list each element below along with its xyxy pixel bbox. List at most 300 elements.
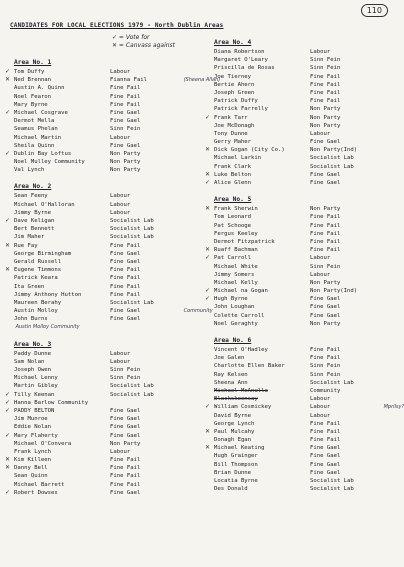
candidate-party: Fine Fail (310, 247, 341, 254)
candidate-name: Tony Dunne (214, 130, 248, 137)
canvass-against-mark: ✕ (5, 76, 11, 84)
vote-for-mark: ✓ (205, 254, 211, 262)
candidate-party: Fine Gael (110, 118, 141, 125)
candidate-name: Paul Mulcahy (214, 428, 255, 435)
candidate-name: Hugh Grainger (214, 453, 258, 460)
candidate-name: Jimmy Somers (214, 271, 255, 278)
candidate-row (206, 346, 391, 354)
candidate-row (6, 125, 191, 133)
candidate-row (205, 403, 404, 411)
candidate-row (206, 371, 391, 379)
candidate-name: Luke Belton (214, 171, 252, 178)
candidate-party: Labour (110, 358, 131, 365)
candidate-party: Sinn Fein (110, 367, 141, 373)
candidate-row (206, 395, 391, 403)
candidate-name: Joe McDonagh (214, 122, 255, 129)
candidate-party: Labour (310, 412, 331, 419)
candidate-row (6, 68, 191, 76)
candidate-row (6, 158, 191, 166)
candidate-name: Michael Kelly (214, 279, 258, 286)
vote-for-mark: ✓ (5, 108, 11, 116)
candidate-name: Ruaff Bachman (214, 247, 258, 254)
right-column (205, 38, 404, 493)
candidate-row (6, 391, 191, 399)
candidate-party: Non Party (110, 159, 141, 166)
candidate-name: Jimmy Anthony Hutton (14, 291, 82, 298)
candidate-name: Diana Robertson (214, 49, 265, 55)
candidate-row (6, 93, 191, 101)
candidate-party: Fine Gael (310, 312, 341, 319)
candidate-party: Non Party (310, 320, 341, 327)
candidate-row (206, 469, 391, 477)
candidate-name: Blackskeensay (214, 396, 258, 403)
candidate-name: Michael O'Convera (14, 440, 72, 447)
candidate-row (206, 246, 391, 254)
vote-for-mark: ✓ (5, 398, 11, 406)
candidate-name: Kim Killeen (14, 457, 52, 464)
candidate-row (6, 291, 191, 299)
page-number: 110 (361, 4, 388, 17)
candidate-row (6, 109, 191, 117)
candidate-party: Non Party (110, 440, 141, 447)
handwritten-note: (Sheena Allan) (182, 77, 221, 84)
candidate-row (206, 420, 391, 428)
candidate-name: Michael O'Halloran (14, 201, 75, 208)
candidate-party: Fine Gael (310, 469, 341, 476)
candidate-party: Fine Fail (310, 73, 341, 80)
candidate-row (6, 201, 191, 209)
vote-for-mark: ✓ (5, 488, 11, 496)
candidate-party: Socialist Lab (310, 163, 354, 170)
candidate-name: Bill Thompson (214, 461, 258, 468)
candidate-name: Frank Lynch (14, 448, 52, 455)
candidate-row (6, 307, 213, 315)
candidate-party: Labour (110, 209, 131, 216)
candidate-row (206, 485, 391, 493)
candidate-row (6, 415, 191, 423)
candidate-row (206, 362, 391, 370)
candidate-party: Fine Fail (310, 428, 341, 435)
candidate-row (206, 312, 391, 320)
area-section (205, 336, 404, 493)
candidate-name: Paddy Dunne (14, 350, 52, 357)
candidate-name: Fergus Keeley (214, 230, 258, 237)
section-gap (6, 174, 191, 182)
candidate-party: Fine Gael (110, 489, 141, 496)
candidate-party: Socialist Lab (110, 218, 154, 224)
candidate-party: Labour (310, 130, 331, 137)
candidate-party: Sinn Fein (310, 371, 341, 378)
candidate-row (6, 150, 191, 158)
candidate-name: Priscilla de Rosas (214, 65, 275, 72)
candidate-name: Gerald Russell (14, 258, 62, 265)
candidate-party: Fine Fail (310, 437, 341, 444)
candidate-name: Sheena Ann (214, 379, 248, 386)
candidate-name: Hugh Byrne (214, 296, 248, 303)
canvass-against-mark: ✕ (205, 205, 211, 213)
candidate-name: Rue Fay (14, 242, 38, 249)
candidate-party: Fine Gael (310, 445, 341, 452)
candidate-row (206, 138, 391, 146)
candidate-name: Michael na Gogan (214, 288, 268, 295)
area-title: Area No. 3 (14, 340, 52, 348)
canvass-against-mark: ✕ (205, 246, 211, 254)
candidate-party: Community (310, 387, 341, 394)
candidate-party: Fine Fail (110, 267, 141, 274)
candidate-party: Non Party (310, 122, 341, 129)
candidate-name: Patrick Duffy (214, 98, 258, 105)
candidate-row (206, 122, 391, 130)
candidate-name: PADDY BELTON (14, 407, 55, 414)
area-title: Area No. 2 (14, 183, 52, 191)
candidate-name: Tilly Keenan (14, 391, 55, 398)
candidate-row (6, 283, 191, 291)
candidate-row (6, 358, 191, 366)
vote-for-mark: ✓ (5, 217, 11, 224)
candidate-name: Tom Leonard (214, 214, 252, 221)
candidate-party: Labour (310, 271, 331, 278)
candidate-row (6, 464, 191, 472)
candidate-party: Labour (310, 255, 331, 262)
candidate-name: John Burns (14, 316, 48, 323)
candidate-name: George Lynch (214, 420, 255, 427)
candidate-row (206, 179, 391, 187)
candidate-row (206, 114, 391, 122)
candidate-row (206, 295, 391, 303)
candidate-name: Joseph Owen (14, 367, 52, 373)
candidate-name: Dermot Mella (14, 118, 55, 125)
candidate-row (206, 163, 391, 171)
candidate-party: Fine Fail (310, 355, 341, 362)
candidate-name: John Loughan (214, 304, 255, 311)
section-gap (6, 332, 191, 340)
candidate-row (6, 456, 191, 464)
candidate-party: Labour (110, 193, 131, 200)
candidate-row (206, 89, 391, 97)
candidate-party: Non Party (310, 279, 341, 286)
candidate-party: Fine Fail (110, 465, 141, 472)
candidate-party: Non Party(Ind) (310, 147, 358, 154)
candidate-party: Fine Fail (310, 222, 341, 229)
candidate-name: Noel Mulley Community (14, 159, 85, 166)
candidate-name: David Byrne (214, 412, 252, 419)
candidate-row (206, 238, 391, 246)
candidate-row (206, 146, 391, 154)
candidate-name: Michael Keating (214, 445, 265, 452)
candidate-row (206, 379, 391, 387)
candidate-name: Sheila Quinn (14, 142, 55, 149)
candidate-row (6, 350, 191, 358)
candidate-row (206, 477, 391, 485)
candidate-name: Frank Tarr (214, 114, 248, 121)
candidate-row (206, 230, 391, 238)
candidate-row (206, 73, 391, 81)
candidate-party: Sinn Fein (310, 363, 341, 370)
candidate-party: Non Party (310, 114, 341, 121)
vote-for-mark: ✓ (205, 403, 211, 411)
candidate-name: Dave Keligan (14, 218, 55, 224)
candidate-party: Labour (310, 396, 331, 403)
candidate-name: Michael Lenny (14, 375, 58, 382)
vote-for-mark: ✓ (5, 406, 11, 414)
candidate-row (6, 399, 191, 407)
candidate-name: Donagh Egan (214, 437, 252, 444)
candidate-party: Fine Fail (110, 283, 141, 290)
candidate-row (206, 444, 391, 452)
candidate-row (6, 274, 191, 282)
candidate-row (6, 374, 191, 382)
vote-for-mark: ✓ (205, 113, 211, 121)
candidate-party: Fine Fail (310, 230, 341, 237)
candidate-row (6, 432, 191, 440)
candidate-party: Socialist Lab (310, 486, 354, 493)
candidate-name: Patrick Farrelly (214, 106, 268, 113)
handwritten-note: Community (182, 308, 213, 315)
section-gap (206, 328, 391, 336)
candidate-party: Socialist Lab (110, 234, 154, 241)
candidate-row (6, 134, 191, 142)
candidate-name: Sean Quinn (14, 473, 48, 480)
area-title: Area No. 1 (14, 59, 52, 66)
candidate-row (6, 440, 191, 448)
candidate-party: Fine Fail (310, 81, 341, 88)
candidate-name: Bert Bennett (14, 226, 55, 233)
candidate-name: Joe Tierney (214, 73, 252, 80)
candidate-name: Tom Duffy (14, 69, 45, 75)
area-section (5, 182, 213, 331)
canvass-against-mark: ✕ (5, 266, 11, 274)
candidate-party: Labour (310, 49, 331, 55)
candidate-party: Fine Gael (310, 139, 341, 146)
candidate-row (206, 254, 391, 262)
document-title: CANDIDATES FOR LOCAL ELECTIONS 1979 - North Dublin Areas (10, 22, 224, 29)
candidate-name: Michael Barrett (14, 481, 65, 488)
candidate-party: Fine Gael (110, 432, 141, 439)
area-title: Area No. 5 (214, 196, 252, 204)
candidate-party: Socialist Lab (310, 478, 354, 484)
candidate-party: Fine Fail (310, 214, 341, 221)
candidate-row (6, 315, 191, 323)
candidate-party: Fine Fail (110, 291, 141, 298)
vote-for-mark: ✓ (5, 431, 11, 439)
candidate-party: Non Party (310, 206, 341, 213)
handwritten-note: Austin Molloy Community (14, 324, 80, 331)
candidate-party: Fine Fail (110, 473, 141, 480)
candidate-name: Mary Byrne (14, 101, 48, 108)
candidate-name: Austin Molloy (14, 308, 58, 315)
candidate-party: Fine Fail (110, 101, 141, 108)
candidate-row (6, 323, 191, 331)
vote-for-mark: ✓ (205, 179, 211, 186)
candidate-row (206, 271, 391, 279)
candidate-name: William Cosmickey (214, 404, 272, 411)
candidate-row (206, 354, 391, 362)
candidate-name: Dublin Bay Loftus (14, 150, 72, 157)
candidate-name: Locatia Byrne (214, 478, 258, 484)
vote-for-mark: ✓ (205, 287, 211, 295)
candidate-party: Socialist Lab (310, 379, 354, 386)
candidate-name: Frank Clark (214, 163, 252, 170)
candidate-row (206, 64, 391, 72)
candidate-party: Fine Gael (310, 296, 341, 303)
candidate-row (6, 192, 191, 200)
candidate-party: Labour (110, 69, 131, 75)
candidate-name: Bertie Ahern (214, 81, 255, 88)
candidate-name: Frank Sherwin (214, 206, 258, 213)
candidate-party: Socialist Lab (110, 383, 154, 390)
candidate-name: Vincent O'Hadley (214, 347, 268, 353)
candidate-name: Eddie Nolan (14, 424, 52, 431)
candidate-name: Brian Dunne (214, 469, 252, 476)
legend-vote: ✓ = Vote for (112, 34, 150, 41)
candidate-party: Fine Fail (310, 420, 341, 427)
candidate-row (6, 366, 191, 374)
candidate-party: Non Party(Ind) (310, 288, 358, 295)
candidate-row (6, 266, 191, 274)
candidate-name: Jim Maher (14, 234, 45, 241)
candidate-party: Fine Gael (110, 258, 141, 265)
candidate-row (206, 279, 391, 287)
candidate-name: Patrick Keara (14, 275, 58, 282)
candidate-party: Labour (110, 134, 131, 141)
candidate-name: Gerry Maher (214, 139, 252, 146)
candidate-row (206, 263, 391, 271)
candidate-party: Fine Gael (110, 416, 141, 423)
candidate-name: Robert Dowses (14, 489, 58, 496)
candidate-party: Sinn Fein (310, 263, 341, 270)
candidate-row (6, 423, 191, 431)
candidate-name: Michael White (214, 263, 258, 270)
canvass-against-mark: ✕ (5, 464, 11, 472)
candidate-party: Labour (110, 201, 131, 208)
candidate-name: Val Lynch (14, 167, 45, 174)
candidate-name: Ray Kelsen (214, 371, 248, 378)
candidate-name: Michael Martin (14, 134, 62, 141)
candidate-party: Fine Fail (310, 238, 341, 245)
candidate-name: Seamus Phelan (14, 126, 58, 133)
candidate-row (206, 428, 391, 436)
candidate-name: Michael Cosgrave (14, 109, 68, 116)
candidate-row (6, 233, 191, 241)
candidate-row (206, 436, 391, 444)
candidate-row (206, 205, 391, 213)
candidate-row (5, 76, 221, 84)
candidate-name: Des Donald (214, 486, 248, 493)
candidate-party: Fine Fail (110, 93, 141, 100)
candidate-row (206, 303, 391, 311)
candidate-party: Fine Gael (310, 304, 341, 311)
candidate-row (206, 154, 391, 162)
candidate-party: Socialist Lab (110, 391, 154, 398)
candidate-name: Maureen Berahy (14, 299, 62, 306)
area-section (206, 195, 391, 328)
candidate-name: Jim Munroe (14, 416, 48, 423)
candidate-party: Fine Gael (110, 316, 141, 323)
candidate-row (6, 242, 191, 250)
candidate-party: Fine Gael (310, 171, 341, 178)
candidate-row (206, 412, 391, 420)
candidate-row (6, 166, 191, 174)
candidate-party: Sinn Fein (310, 65, 341, 72)
candidate-name: Charlotte Ellen Baker (214, 363, 285, 370)
candidate-name: Colette Carroll (214, 312, 265, 319)
candidate-row (206, 461, 391, 469)
candidate-party: Fine Fail (110, 457, 141, 464)
candidate-row (6, 481, 191, 489)
candidate-name: Eugene Timmons (14, 267, 62, 274)
candidate-row (6, 217, 191, 225)
candidate-party: Socialist Lab (110, 299, 154, 306)
candidate-row (206, 387, 391, 395)
candidate-party: Sinn Fein (110, 126, 141, 133)
candidate-name: Noel Geraghty (214, 320, 258, 327)
candidate-name: Pat Schooge (214, 222, 252, 229)
candidate-party: Fine Fail (310, 347, 341, 353)
candidate-name: Alice Glenn (214, 180, 252, 186)
candidate-name: Michael Larkin (214, 155, 262, 162)
candidate-name: Sam Nolan (14, 358, 45, 365)
candidate-party: Fine Fail (310, 98, 341, 105)
candidate-row (6, 448, 191, 456)
candidate-row (206, 213, 391, 221)
candidate-row (6, 489, 191, 497)
candidate-party: Fine Gael (110, 424, 141, 431)
candidate-party: Labour (110, 448, 131, 455)
canvass-against-mark: ✕ (205, 427, 211, 435)
candidate-party: Fine Gael (310, 180, 341, 186)
candidate-name: Joseph Green (214, 89, 255, 96)
candidate-party: Sinn Fein (310, 57, 341, 64)
candidate-party: Fine Gael (110, 308, 141, 315)
candidate-name: Pat Carroll (214, 255, 252, 262)
candidate-name: Hanna Barlow Community (14, 399, 89, 406)
candidate-row (206, 81, 391, 89)
candidate-row (206, 130, 391, 138)
candidate-name: Joe Galen (214, 355, 245, 362)
candidate-row (6, 101, 191, 109)
legend-canvass: ✕ = Canvass against (112, 42, 176, 49)
canvass-against-mark: ✕ (205, 444, 211, 452)
candidate-party: Labour (310, 404, 331, 411)
candidate-row (6, 209, 191, 217)
candidate-party: Fine Gael (110, 142, 141, 149)
candidate-party: Labour (110, 350, 131, 357)
candidate-name: George Birmingham (14, 250, 72, 257)
candidate-row (6, 142, 191, 150)
candidate-name: Ned Brennan (14, 77, 52, 84)
candidate-row (206, 56, 391, 64)
area-section (6, 340, 191, 497)
candidate-name: Ita Green (14, 283, 45, 290)
candidate-party: Fianna Fail (110, 77, 148, 84)
candidate-party: Fine Fail (110, 481, 141, 488)
candidate-name: Martin Gibley (14, 383, 58, 390)
candidate-party: Fine Fail (110, 275, 141, 282)
vote-for-mark: ✓ (5, 149, 11, 157)
candidate-name: Jimmy Byrne (14, 209, 52, 216)
candidate-party: Non Party (110, 150, 141, 157)
candidate-party: Fine Gael (110, 109, 141, 116)
candidate-row (6, 250, 191, 258)
legend (112, 34, 175, 50)
canvass-against-mark: ✕ (5, 241, 11, 249)
candidate-row (206, 222, 391, 230)
candidate-name: Noel Fearon (14, 93, 52, 100)
candidate-name: Dick Gogan (City Co.) (214, 147, 285, 154)
vote-for-mark: ✓ (5, 390, 11, 398)
candidate-row (206, 287, 391, 295)
candidate-party: Fine Fail (110, 85, 141, 92)
